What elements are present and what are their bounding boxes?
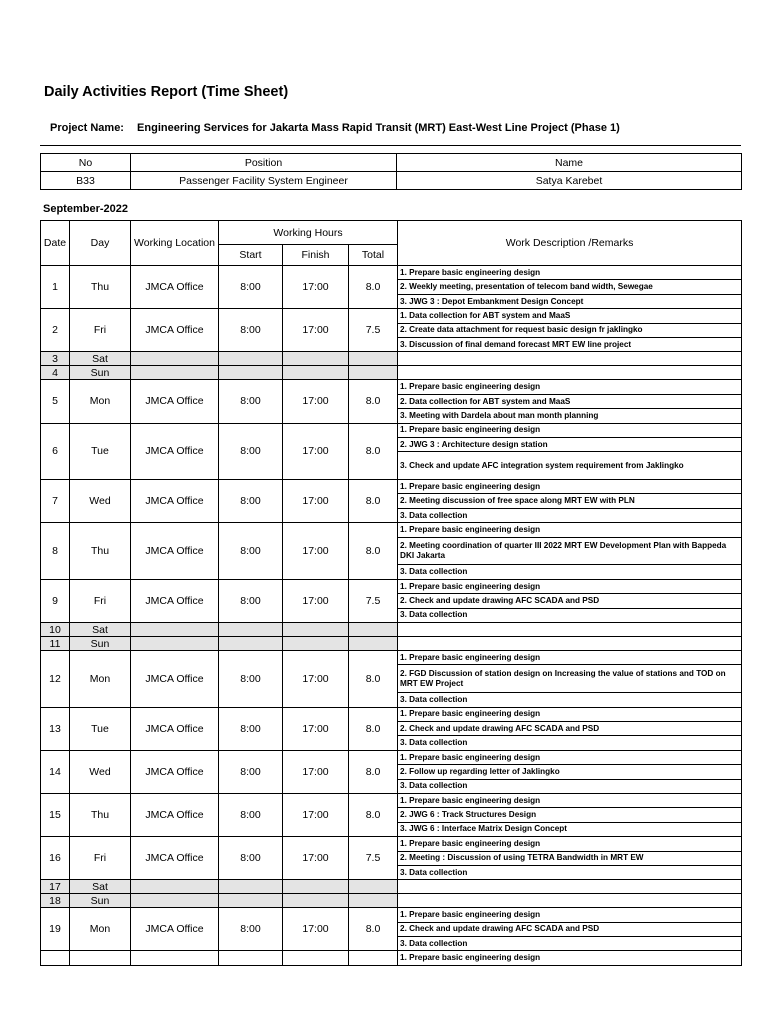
date-cell: 13 <box>41 707 70 750</box>
weekend-row <box>41 366 742 380</box>
start-cell <box>219 352 283 366</box>
total-cell <box>349 951 398 965</box>
description-line: 3. Data collection <box>398 565 742 579</box>
date-cell: 8 <box>41 523 70 580</box>
date-cell: 1 <box>41 266 70 309</box>
location-cell: JMCA Office <box>131 309 219 352</box>
start-cell: 8:00 <box>219 707 283 750</box>
day-row <box>41 579 742 593</box>
no-header: No <box>41 154 131 172</box>
date-cell: 9 <box>41 579 70 622</box>
description-line: 2. FGD Discussion of station design on Increasing the value of stations and TOD on MRT EW Project <box>398 665 742 693</box>
start-cell <box>219 366 283 380</box>
start-cell <box>219 880 283 894</box>
location-cell: JMCA Office <box>131 579 219 622</box>
day-row <box>41 480 742 494</box>
description-line: 3. JWG 3 : Depot Embankment Design Concept <box>398 294 742 308</box>
start-cell: 8:00 <box>219 750 283 793</box>
location-cell: JMCA Office <box>131 480 219 523</box>
total-cell: 8.0 <box>349 523 398 580</box>
description-line: 2. Check and update drawing AFC SCADA and PSD <box>398 594 742 608</box>
start-cell: 8:00 <box>219 480 283 523</box>
day-header: Day <box>70 221 131 266</box>
description-line: 2. Weekly meeting, presentation of telecom band width, Sewegae <box>398 280 742 294</box>
start-cell: 8:00 <box>219 380 283 423</box>
finish-cell: 17:00 <box>283 380 349 423</box>
description-line: 1. Prepare basic engineering design <box>398 423 742 437</box>
total-cell <box>349 352 398 366</box>
description-header: Work Description /Remarks <box>398 221 742 266</box>
description-line: 3. Data collection <box>398 693 742 707</box>
description-line: 3. Data collection <box>398 937 742 951</box>
location-cell <box>131 880 219 894</box>
description-line: 2. Check and update drawing AFC SCADA and PSD <box>398 721 742 735</box>
start-cell: 8:00 <box>219 309 283 352</box>
finish-cell <box>283 352 349 366</box>
day-cell: Thu <box>70 266 131 309</box>
description-line: 3. Data collection <box>398 608 742 622</box>
day-cell: Sat <box>70 623 131 637</box>
day-row <box>41 309 742 323</box>
finish-cell <box>283 623 349 637</box>
table-header-row-1 <box>41 221 742 245</box>
day-cell <box>70 951 131 965</box>
weekend-row <box>41 637 742 651</box>
start-header: Start <box>219 245 283 266</box>
total-cell: 8.0 <box>349 651 398 708</box>
finish-cell: 17:00 <box>283 423 349 480</box>
start-cell: 8:00 <box>219 908 283 951</box>
description-line: 1. Prepare basic engineering design <box>398 951 742 965</box>
day-cell: Fri <box>70 579 131 622</box>
finish-cell <box>283 894 349 908</box>
date-cell: 17 <box>41 880 70 894</box>
description-line: 3. Data collection <box>398 865 742 879</box>
day-cell: Sun <box>70 366 131 380</box>
day-row <box>41 651 742 665</box>
day-cell: Sat <box>70 880 131 894</box>
day-cell: Thu <box>70 793 131 836</box>
finish-cell: 17:00 <box>283 793 349 836</box>
start-cell <box>219 637 283 651</box>
description-line: 1. Prepare basic engineering design <box>398 523 742 537</box>
description-line: 2. Meeting discussion of free space along MRT EW with PLN <box>398 494 742 508</box>
location-cell: JMCA Office <box>131 837 219 880</box>
location-cell: JMCA Office <box>131 707 219 750</box>
location-cell <box>131 894 219 908</box>
finish-cell <box>283 951 349 965</box>
staff-info-table <box>40 153 742 190</box>
description-line: 2. Follow up regarding letter of Jaklingko <box>398 765 742 779</box>
start-cell <box>219 894 283 908</box>
description-line: 2. Meeting coordination of quarter III 2022 MRT EW Development Plan with Bappeda DKI Jakarta <box>398 537 742 565</box>
day-cell: Wed <box>70 480 131 523</box>
date-cell: 3 <box>41 352 70 366</box>
location-cell <box>131 366 219 380</box>
start-cell <box>219 623 283 637</box>
date-cell: 14 <box>41 750 70 793</box>
location-cell: JMCA Office <box>131 266 219 309</box>
total-cell: 8.0 <box>349 793 398 836</box>
finish-cell: 17:00 <box>283 908 349 951</box>
weekend-row <box>41 352 742 366</box>
description-line: 2. Create data attachment for request basic design fr jaklingko <box>398 323 742 337</box>
description-line: 2. JWG 3 : Architecture design station <box>398 437 742 451</box>
date-cell: 15 <box>41 793 70 836</box>
start-cell: 8:00 <box>219 651 283 708</box>
date-cell <box>41 951 70 965</box>
day-row <box>41 523 742 537</box>
finish-cell: 17:00 <box>283 523 349 580</box>
description-cell <box>398 352 742 366</box>
day-cell: Fri <box>70 837 131 880</box>
weekend-row <box>41 880 742 894</box>
location-cell: JMCA Office <box>131 423 219 480</box>
location-cell: JMCA Office <box>131 793 219 836</box>
day-cell: Sat <box>70 352 131 366</box>
day-row <box>41 380 742 394</box>
name-header: Name <box>397 154 742 172</box>
location-cell: JMCA Office <box>131 750 219 793</box>
description-line: 1. Prepare basic engineering design <box>398 750 742 764</box>
day-row <box>41 793 742 807</box>
description-line: 3. Meeting with Dardela about man month planning <box>398 409 742 423</box>
description-cell <box>398 637 742 651</box>
finish-cell: 17:00 <box>283 750 349 793</box>
timesheet-table <box>40 220 742 966</box>
description-line: 1. Prepare basic engineering design <box>398 380 742 394</box>
total-cell: 7.5 <box>349 309 398 352</box>
date-cell: 5 <box>41 380 70 423</box>
day-row <box>41 266 742 280</box>
description-line: 3. Data collection <box>398 779 742 793</box>
working-hours-header: Working Hours <box>219 221 398 245</box>
day-row <box>41 423 742 437</box>
weekend-row <box>41 894 742 908</box>
finish-cell: 17:00 <box>283 837 349 880</box>
location-cell: JMCA Office <box>131 908 219 951</box>
location-cell: JMCA Office <box>131 651 219 708</box>
day-row <box>41 707 742 721</box>
date-cell: 7 <box>41 480 70 523</box>
finish-cell: 17:00 <box>283 309 349 352</box>
finish-cell: 17:00 <box>283 480 349 523</box>
description-line: 1. Prepare basic engineering design <box>398 707 742 721</box>
day-cell: Mon <box>70 651 131 708</box>
position-header: Position <box>131 154 397 172</box>
total-cell: 8.0 <box>349 423 398 480</box>
location-cell <box>131 951 219 965</box>
day-cell: Tue <box>70 707 131 750</box>
description-line: 1. Prepare basic engineering design <box>398 837 742 851</box>
start-cell: 8:00 <box>219 793 283 836</box>
finish-cell: 17:00 <box>283 579 349 622</box>
start-cell: 8:00 <box>219 423 283 480</box>
total-cell: 8.0 <box>349 380 398 423</box>
description-cell <box>398 366 742 380</box>
start-cell: 8:00 <box>219 266 283 309</box>
day-row <box>41 837 742 851</box>
location-cell: JMCA Office <box>131 523 219 580</box>
start-cell: 8:00 <box>219 523 283 580</box>
description-cell <box>398 880 742 894</box>
description-line: 2. JWG 6 : Track Structures Design <box>398 808 742 822</box>
finish-cell <box>283 637 349 651</box>
report-title: Daily Activities Report (Time Sheet) <box>44 84 289 100</box>
total-cell: 8.0 <box>349 480 398 523</box>
date-cell: 12 <box>41 651 70 708</box>
description-line: 3. Data collection <box>398 508 742 522</box>
description-line: 1. Prepare basic engineering design <box>398 793 742 807</box>
date-cell: 4 <box>41 366 70 380</box>
date-cell: 11 <box>41 637 70 651</box>
description-line: 2. Check and update drawing AFC SCADA and PSD <box>398 922 742 936</box>
date-cell: 2 <box>41 309 70 352</box>
description-line: 3. Check and update AFC integration system requirement from Jaklingko <box>398 452 742 480</box>
date-cell: 18 <box>41 894 70 908</box>
day-cell: Mon <box>70 908 131 951</box>
total-cell: 8.0 <box>349 707 398 750</box>
total-cell <box>349 366 398 380</box>
staff-position: Passenger Facility System Engineer <box>131 172 397 190</box>
description-line: 3. Data collection <box>398 736 742 750</box>
finish-cell: 17:00 <box>283 707 349 750</box>
total-cell: 7.5 <box>349 837 398 880</box>
start-cell: 8:00 <box>219 579 283 622</box>
day-cell: Mon <box>70 380 131 423</box>
total-cell <box>349 880 398 894</box>
start-cell: 8:00 <box>219 837 283 880</box>
description-line: 1. Prepare basic engineering design <box>398 651 742 665</box>
project-line <box>50 122 620 134</box>
total-cell: 7.5 <box>349 579 398 622</box>
project-name: Engineering Services for Jakarta Mass Rapid Transit (MRT) East-West Line Project (Phase 1) <box>137 122 620 134</box>
day-row <box>41 750 742 764</box>
total-header: Total <box>349 245 398 266</box>
month-label: September-2022 <box>43 203 128 215</box>
date-header: Date <box>41 221 70 266</box>
staff-name: Satya Karebet <box>397 172 742 190</box>
date-cell: 19 <box>41 908 70 951</box>
weekend-row <box>41 623 742 637</box>
description-line: 3. Discussion of final demand forecast MRT EW line project <box>398 337 742 351</box>
description-cell <box>398 623 742 637</box>
description-line: 2. Meeting : Discussion of using TETRA Bandwidth in MRT EW <box>398 851 742 865</box>
finish-header: Finish <box>283 245 349 266</box>
divider <box>40 145 741 146</box>
description-line: 1. Prepare basic engineering design <box>398 908 742 922</box>
staff-no: B33 <box>41 172 131 190</box>
location-cell <box>131 352 219 366</box>
total-cell <box>349 623 398 637</box>
day-cell: Thu <box>70 523 131 580</box>
total-cell: 8.0 <box>349 908 398 951</box>
total-cell: 8.0 <box>349 750 398 793</box>
finish-cell <box>283 366 349 380</box>
description-line: 1. Prepare basic engineering design <box>398 266 742 280</box>
day-cell: Tue <box>70 423 131 480</box>
location-cell: JMCA Office <box>131 380 219 423</box>
description-line: 1. Prepare basic engineering design <box>398 480 742 494</box>
project-label: Project Name: <box>50 122 124 134</box>
date-cell: 6 <box>41 423 70 480</box>
description-line: 3. JWG 6 : Interface Matrix Design Concept <box>398 822 742 836</box>
date-cell: 16 <box>41 837 70 880</box>
finish-cell: 17:00 <box>283 266 349 309</box>
day-cell: Sun <box>70 894 131 908</box>
description-line: 2. Data collection for ABT system and MaaS <box>398 394 742 408</box>
staff-info-header-row <box>41 154 742 172</box>
start-cell <box>219 951 283 965</box>
finish-cell: 17:00 <box>283 651 349 708</box>
location-cell <box>131 637 219 651</box>
total-cell <box>349 894 398 908</box>
total-cell: 8.0 <box>349 266 398 309</box>
day-row <box>41 951 742 965</box>
day-row <box>41 908 742 922</box>
description-cell <box>398 894 742 908</box>
finish-cell <box>283 880 349 894</box>
location-header: Working Location <box>131 221 219 266</box>
day-cell: Fri <box>70 309 131 352</box>
day-cell: Sun <box>70 637 131 651</box>
location-cell <box>131 623 219 637</box>
date-cell: 10 <box>41 623 70 637</box>
description-line: 1. Prepare basic engineering design <box>398 579 742 593</box>
description-line: 1. Data collection for ABT system and MaaS <box>398 309 742 323</box>
day-cell: Wed <box>70 750 131 793</box>
staff-info-value-row <box>41 172 742 190</box>
total-cell <box>349 637 398 651</box>
